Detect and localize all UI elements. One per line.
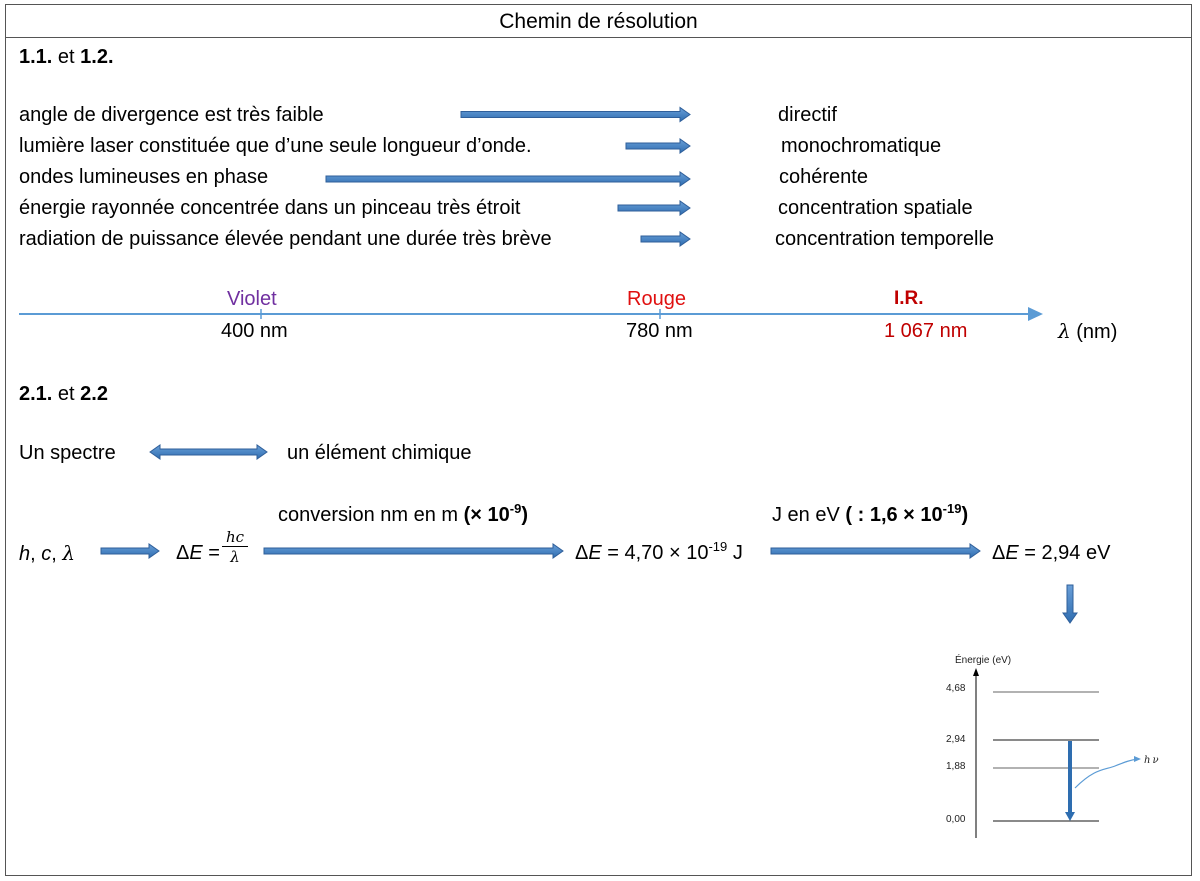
equals-1: = bbox=[202, 542, 220, 564]
photon-h: h bbox=[1144, 755, 1151, 766]
level-label-4: 0,00 bbox=[946, 814, 966, 825]
ir-label: I.R. bbox=[894, 288, 924, 309]
rouge-wavelength: 780 nm bbox=[626, 320, 693, 342]
violet-label: Violet bbox=[227, 288, 277, 310]
delta-1: Δ bbox=[176, 542, 190, 564]
arrow-icon-row-3 bbox=[326, 172, 690, 186]
property-name-5: concentration temporelle bbox=[775, 228, 995, 250]
photon-nu: ν bbox=[1152, 755, 1159, 766]
conversion-nm-text: conversion nm en m bbox=[278, 504, 464, 526]
property-cause-1: angle de divergence est très faible bbox=[19, 104, 324, 126]
energy-3: E bbox=[1005, 542, 1019, 564]
section2-heading-mid: et bbox=[52, 383, 81, 405]
delta-2: Δ bbox=[575, 542, 589, 564]
result-joules-exp: -19 bbox=[708, 539, 728, 554]
lambda-symbol: λ bbox=[1058, 319, 1071, 343]
arrow-icon-row-1 bbox=[461, 108, 690, 122]
property-name-1: directif bbox=[778, 104, 837, 126]
property-name-4: concentration spatiale bbox=[778, 197, 973, 219]
spectre-text: Un spectre bbox=[19, 442, 116, 464]
result-ev-value: 2,94 eV bbox=[1041, 542, 1111, 564]
delta-3: Δ bbox=[992, 542, 1006, 564]
equals-2: = bbox=[601, 542, 625, 564]
rouge-label: Rouge bbox=[627, 288, 686, 310]
energy-diagram bbox=[973, 668, 1141, 838]
section1-heading-b: 1.2. bbox=[80, 46, 114, 68]
arrow-icon-row-2 bbox=[626, 139, 690, 153]
property-name-2: monochromatique bbox=[781, 135, 942, 157]
energy-2: E bbox=[588, 542, 602, 564]
conversion-nm-end: ) bbox=[521, 504, 529, 526]
property-name-3: cohérente bbox=[779, 166, 868, 188]
property-cause-5: radiation de puissance élevée pendant une durée très brève bbox=[19, 228, 552, 250]
property-cause-3: ondes lumineuses en phase bbox=[19, 166, 269, 188]
axis-unit-text: (nm) bbox=[1070, 321, 1118, 343]
section2-heading-b: 2.2 bbox=[80, 383, 108, 405]
equals-3: = bbox=[1018, 542, 1042, 564]
conversion-ev-exp: -19 bbox=[942, 501, 962, 516]
sep-2: , bbox=[51, 543, 63, 565]
down-arrow-icon bbox=[1063, 585, 1077, 623]
conversion-ev-text: J en eV bbox=[772, 504, 846, 526]
sep-1: , bbox=[30, 543, 42, 565]
fraction-numerator: hc bbox=[222, 528, 248, 547]
double-arrow-icon bbox=[150, 445, 267, 459]
property-cause-4: énergie rayonnée concentrée dans un pinceau très étroit bbox=[19, 197, 521, 219]
element-text: un élément chimique bbox=[287, 442, 472, 464]
lambda-input: λ bbox=[62, 541, 76, 565]
fraction-denominator: λ bbox=[230, 548, 240, 566]
result-joules-unit: J bbox=[727, 542, 743, 564]
planck-h: h bbox=[19, 543, 31, 565]
section1-heading-mid: et bbox=[52, 46, 81, 68]
property-cause-2: lumière laser constituée que d’une seule longueur d’onde. bbox=[19, 135, 532, 157]
conversion-ev-end: ) bbox=[961, 504, 969, 526]
violet-wavelength: 400 nm bbox=[221, 320, 288, 342]
result-joules-value: 4,70 × 10 bbox=[624, 542, 709, 564]
conversion-ev-factor: ( : 1,6 × 10 bbox=[845, 504, 943, 526]
conversion-nm-factor: (× 10 bbox=[463, 504, 510, 526]
level-label-2: 2,94 bbox=[946, 734, 966, 745]
ir-wavelength: 1 067 nm bbox=[884, 320, 968, 342]
conversion-nm-exp: -9 bbox=[509, 501, 522, 516]
arrow-icon-row-5 bbox=[641, 232, 690, 246]
arrow-icon-conversion-nm bbox=[264, 544, 563, 558]
arrow-icon-conversion-ev bbox=[771, 544, 980, 558]
light-c: c bbox=[41, 543, 52, 565]
section1-heading-a: 1.1. bbox=[19, 46, 53, 68]
arrow-icon-row-4 bbox=[618, 201, 690, 215]
level-label-3: 1,88 bbox=[946, 761, 966, 772]
arrow-icon-inputs bbox=[101, 544, 159, 558]
level-label-1: 4,68 bbox=[946, 683, 966, 694]
section2-heading-a: 2.1. bbox=[19, 383, 53, 405]
energy-axis-label: Énergie (eV) bbox=[955, 655, 1012, 666]
wavelength-axis bbox=[19, 307, 1043, 321]
page-title: Chemin de résolution bbox=[499, 10, 698, 33]
energy-1: E bbox=[189, 542, 203, 564]
